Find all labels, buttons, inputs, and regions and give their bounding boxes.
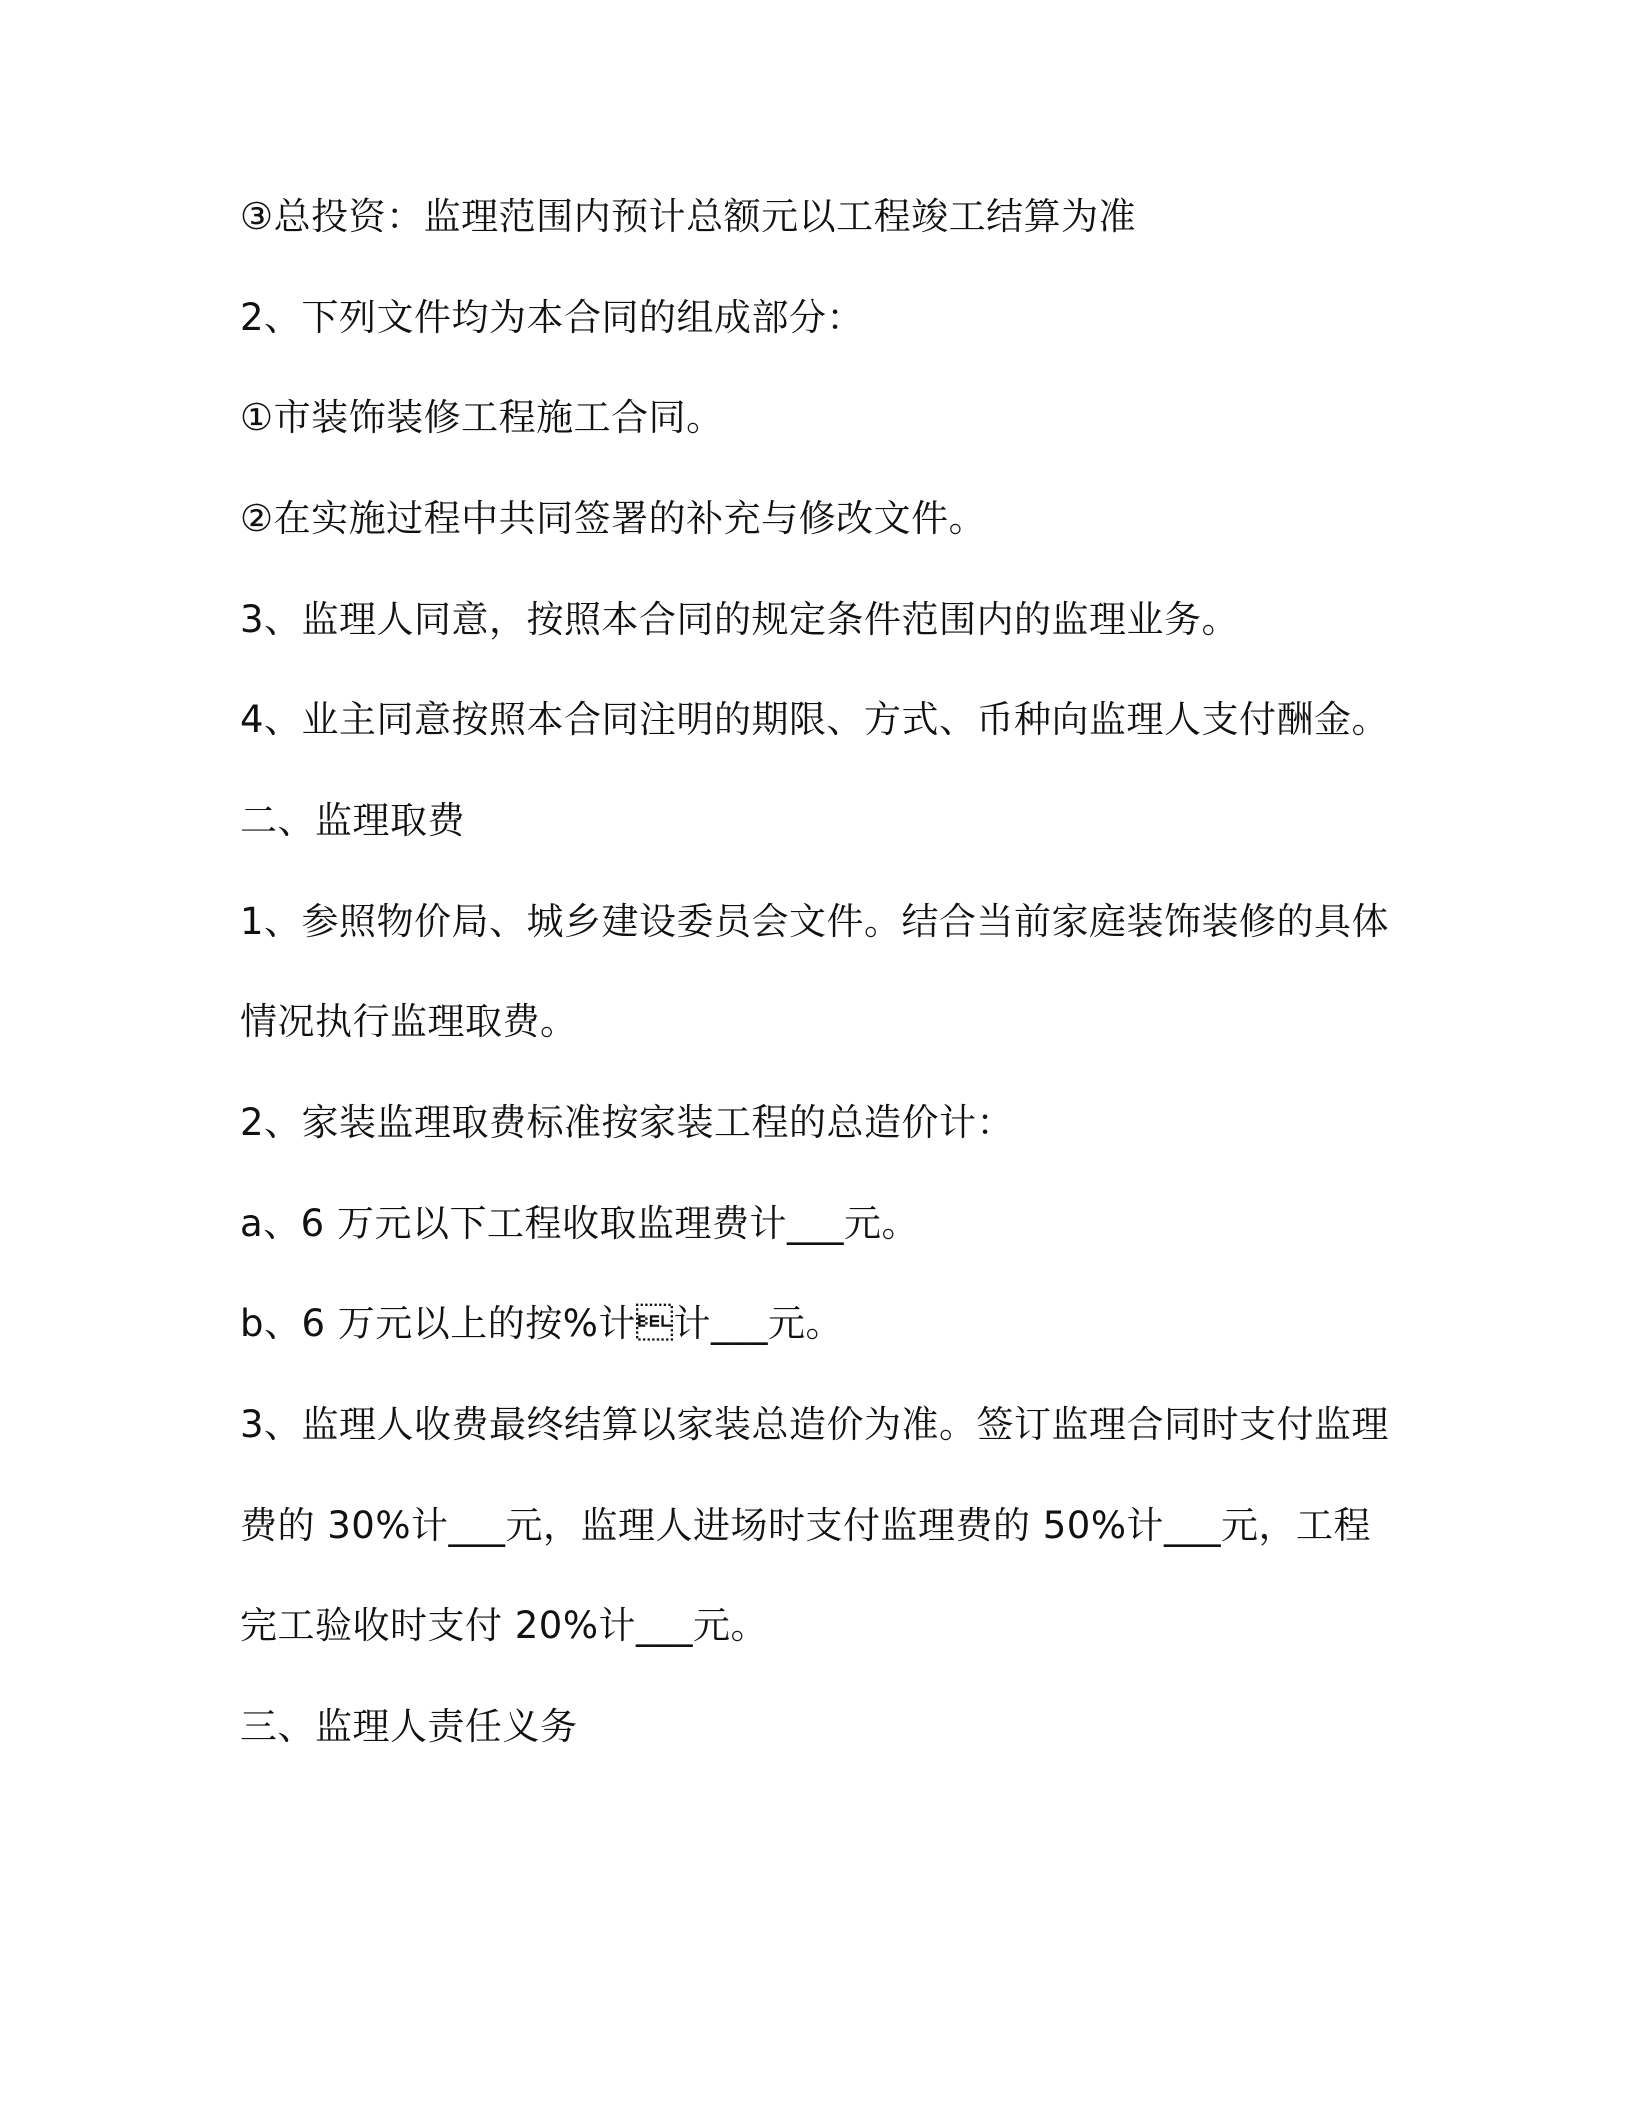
text-line: a、6 万元以下工程收取监理费计___元。 xyxy=(240,1202,919,1245)
text-line: 情况执行监理取费。 xyxy=(240,1000,578,1043)
text-line: 费的 30%计___元，监理人进场时支付监理费的 50%计___元，工程 xyxy=(240,1504,1371,1547)
text-line: 3、监理人同意，按照本合同的规定条件范围内的监理业务。 xyxy=(240,598,1240,641)
text-line: 完工验收时支付 20%计___元。 xyxy=(240,1604,768,1647)
text-line: ②在实施过程中共同签署的补充与修改文件。 xyxy=(240,497,987,540)
text-line: ③总投资：监理范围内预计总额元以工程竣工结算为准 xyxy=(240,195,1137,238)
text-line: 4、业主同意按照本合同注明的期限、方式、币种向监理人支付酬金。 xyxy=(240,698,1390,741)
text-line: 1、参照物价局、城乡建设委员会文件。结合当前家庭装饰装修的具体 xyxy=(240,900,1390,943)
text-line: b、6 万元以上的按%计计___元。 xyxy=(240,1302,843,1345)
text-line: 2、下列文件均为本合同的组成部分： xyxy=(240,296,865,339)
text-line: 2、家装监理取费标准按家装工程的总造价计： xyxy=(240,1101,1015,1144)
section-heading: 二、监理取费 xyxy=(240,799,465,842)
text-line: ①市装饰装修工程施工合同。 xyxy=(240,396,724,439)
text-line: 3、监理人收费最终结算以家装总造价为准。签订监理合同时支付监理 xyxy=(240,1403,1390,1446)
section-heading: 三、监理人责任义务 xyxy=(240,1705,578,1748)
